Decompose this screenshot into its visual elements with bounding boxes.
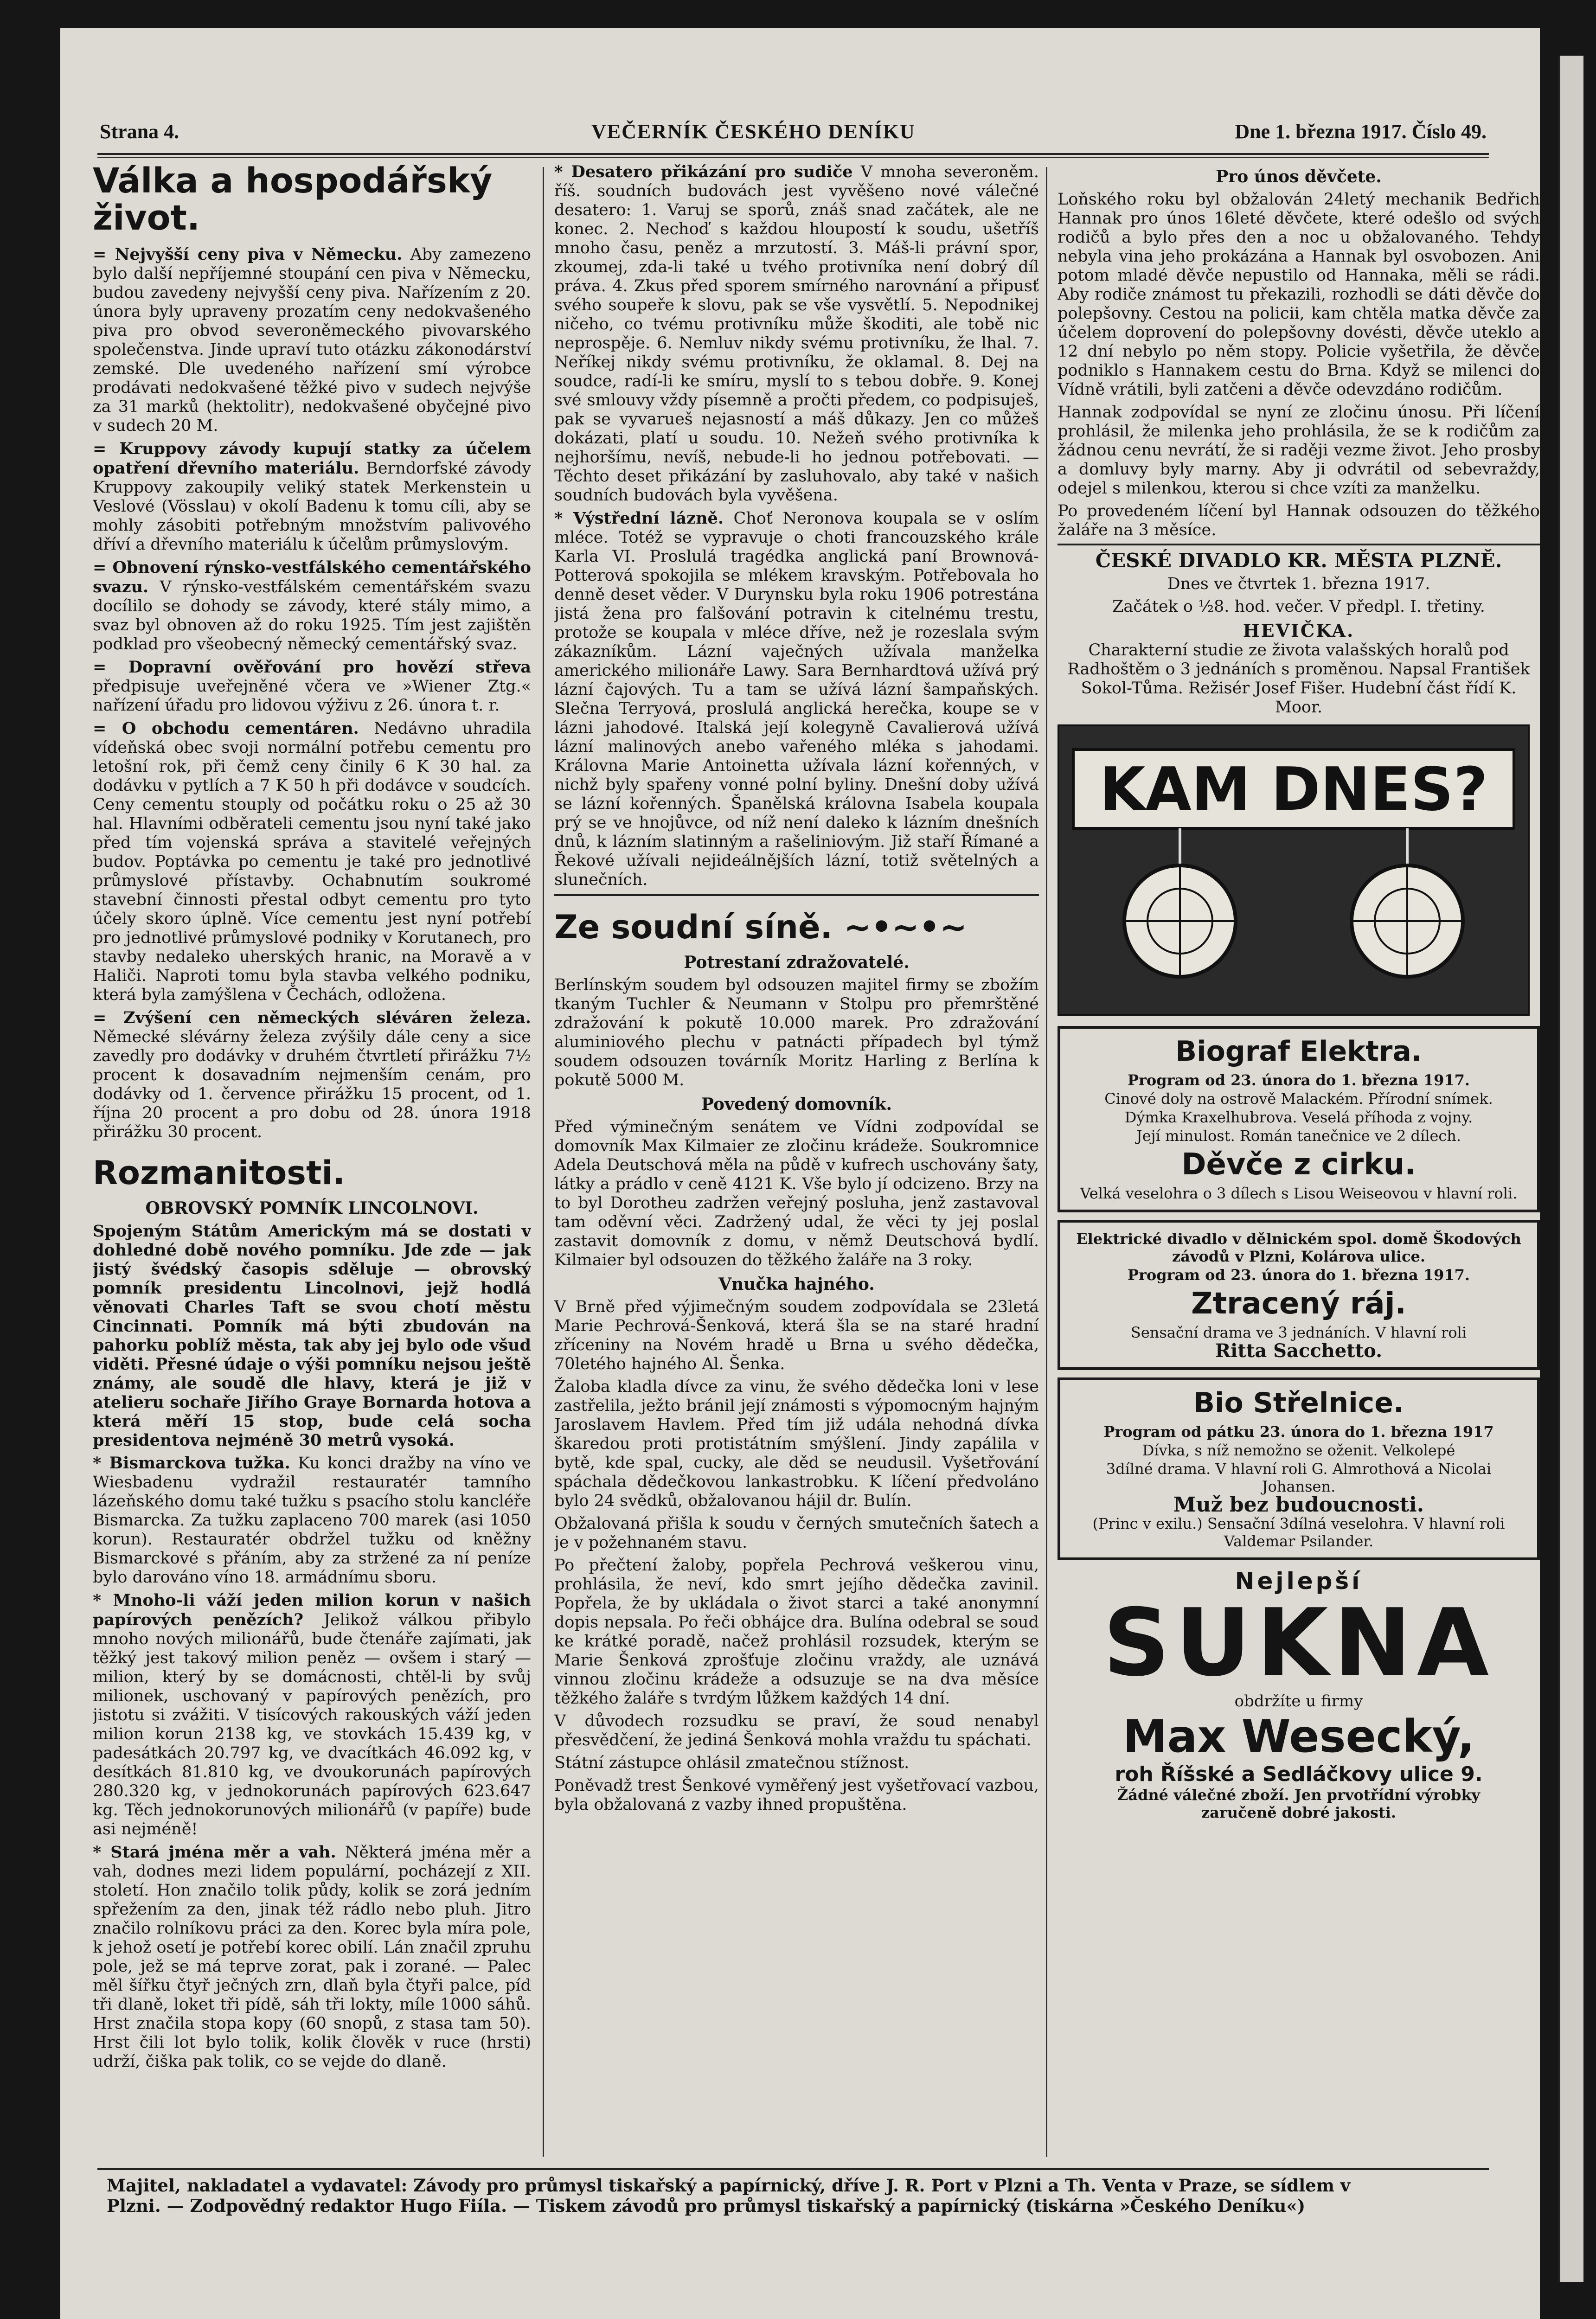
article-granddaughter-4: Po přečtení žaloby, popřela Pechrová veškerou vinu, prohlásila, že neví, kdo smrt jejího dědečka zavinil. Popřela, že by ukládala o život starci a také anonymní dopis nepsala. Po řeči obhájce dra. Bulína odebral se soud ke krátké poradě, načež prohlásil rozsudek, kterým se Marie Šenková zprošťuje zločinu vraždy, ale uznává vinnou zločinu krádeže a odsuzuje se na dva měsíce těžkého žaláře s tvrdým lůžkem každých 14 dní. <box>554 1556 1039 1708</box>
ornament-icon: ~•~•~ <box>844 908 967 946</box>
skodovka-name: Elektrické divadlo v dělnickém spol. domě Škodových závodů v Plzni, Kolárova ulice. <box>1076 1230 1521 1265</box>
skodovka-ad <box>1058 1220 1540 1370</box>
strelnice-ad <box>1058 1377 1540 1560</box>
column-rule-1 <box>543 167 544 2157</box>
theatre-play-title: HEVIČKA. <box>1243 620 1355 641</box>
date-and-issue: Dne 1. března 1917. Číslo 49. <box>1235 120 1487 143</box>
strelnice-film: Muž bez budoucnosti. <box>1173 1493 1424 1517</box>
ad-rule <box>1058 544 1540 545</box>
sukna-address: roh Říšské a Sedláčkovy ulice 9. <box>1115 1762 1483 1786</box>
article-ten-commandments: * Desatero přikázání pro sudiče V mnoha severoněm. říš. soudních budovách jest vyvěšeno nové válečné desatero: 1. Varuj se sporů, znáš snad začátek, ale ne konec. 2. Nechoď s každou hloupostí k soudu, ušetříš mnoho času, peněz a mrzutostí. 3. Máš-li právní spor, zkoumej, zda-li také u tvého protivníka není dobrý díl práva. 4. Zkus před sporem smírného narovnání a připusť svého soupeře k slovu, pak se vše vysvětlí. 5. Nepodnikej ničeho, co tvému protivníku může škoditi, ale tobě nic neprospěje. 6. Nemluv nikdy svému protivníku, že lhal. 7. Neříkej nikdy svému protivníku, že oklamal. 8. Dej na soudce, radí-li ke smíru, myslí to s tebou dobře. 9. Konej své smlouvy vždy písemně a pročti předem, co podpisuješ, pak se vyvarueš nejasností a máš důkazy. Jen co můžeš dokázati, platí u soudu. 10. Nežeň svého protivníka k nejhoršímu, nevíš, nebude-li ho jednou potřebovati. — Těchto deset přikázání by zasluhovalo, aby také v našich soudních budovách byla vyvěšena. <box>554 162 1039 505</box>
strelnice-program: Program od pátku 23. února do 1. března 1917 <box>1103 1423 1494 1441</box>
footer-rule <box>97 2168 1489 2170</box>
theatre-date: Dnes ve čtvrtek 1. března 1917. <box>1167 575 1430 593</box>
sukna-obdrzite: obdržíte u firmy <box>1234 1692 1363 1710</box>
sukna-tagline-2: zaručeně dobré jakosti. <box>1201 1804 1396 1821</box>
masthead-rule <box>97 153 1489 155</box>
masthead <box>100 110 1487 152</box>
article-foundries: = Zvýšení cen německých sléváren železa. Německé slévárny železa zvýšily dále ceny a sice zavedly pro dodávky v druhém čtvrtletí přirážku 7½ procent k dosavadním nejmenším cenám, pro dodávky od 1. července přirážku 15 procent, od 1. října 20 procent a pro dobu od 28. února 1918 přirážku 30 procent. <box>93 1008 531 1141</box>
elektra-film: Děvče z cirku. <box>1181 1147 1416 1182</box>
elektra-name: Biograf Elektra. <box>1175 1035 1422 1068</box>
article-abduction-1: Loňského roku byl obžalován 24letý mechanik Bedřich Hannak pro únos 16leté děvčete, které odešlo od svých rodičů a bylo přes den a noc u obžalovaného. Tehdy nebyla vina jeho prokázána a Hannak byl osvobozen. Ani potom mladé děvče nepustilo od Hannaka, měli se rádi. Aby rodiče známost tu překazili, rozhodli se dáti děvče do polepšovny. Cestou na policii, kam chtěla matka děvče za účelem doprovení do polepšovny dovésti, děvče uteklo a 12 dní nebylo po něm stopy. Policie vyšetřila, že děvče podniklo s Hannakem cestu do Brna. Když se milenci do Vídně vrátili, byli zatčeni a děvče odevzdáno rodičům. <box>1058 190 1540 399</box>
article-krupp: = Kruppovy závody kupují statky za účelem opatření dřevního materiálu. Berndorfské závody Kruppovy zakoupily veliký statek Merkenstein u Veslové (Vösslau) v okolí Badenu k tomu cíli, aby se mohly zásobiti potřebným množstvím palivového dříví a dřevního materiálu k účelům průmyslovým. <box>93 439 531 554</box>
article-granddaughter-6: Státní zástupce ohlásil zmatečnou stížnost. <box>554 1754 910 1772</box>
article-granddaughter-3: Obžalovaná přišla k soudu v černých smutečních šatech a je v požehnaném stavu. <box>554 1514 1039 1552</box>
article-granddaughter-1: V Brně před výjimečným soudem zodpovídala se 23letá Marie Pechrová-Šenková, která šla se na staré hradní zříceniny na Novém hradě u Brna u svého dědečka, 70letého hajného Al. Šenka. <box>554 1298 1039 1373</box>
skodovka-desc: Sensační drama ve 3 jednáních. V hlavní roli <box>1130 1324 1467 1341</box>
article-abduction-3: Po provedeném líčení byl Hannak odsouzen do těžkého žaláře na 3 měsíce. <box>1058 502 1540 539</box>
article-granddaughter-7: Poněvadž trest Šenkové vyměřený jest vyšetřovací vazbou, byla obžalovaná z vazby ihned propuštěna. <box>554 1776 1039 1814</box>
skodovka-program: Program od 23. února do 1. března 1917. <box>1127 1266 1470 1284</box>
strelnice-desc: (Princ v exilu.) Sensační 3dílná veselohra. V hlavní roli Valdemar Psilander. <box>1092 1515 1505 1550</box>
elektra-line-1: Cinové doly na ostrově Malackém. Přírodní snímek. <box>1104 1090 1493 1108</box>
article-baths: * Výstřední lázně. Choť Neronova koupala se v oslím mléce. Totéž se vypravuje o choti francouzského krále Karla VI. Proslulá tragédka anglická paní Brownová-Potterová spokojila se mlékem kravským. Potřebovala ho denně deset věder. V Durynsku byla roku 1906 potrestána jistá žena pro falšování potravin k citelnému trestu, protože se koupala v mléce dříve, než je rozeslala svým zákazníkům. Lázní vaječných užívala manželka amerického milionáře Lawy. Sara Bernhardtová užívá prý lázní čajových. Tu a tam se užívá lázní šampaňských. Slečna Terryová, proslulá anglická herečka, koupe se v lázni jahodové. Italská její kolegyně Cavalierová užívá lázní malinových anebo vařeného mléka s jahodami. Královna Marie Antoinetta užívala lázní kořenných, v nichž byly spařeny vonné polní byliny. Dnešní doby užívá se lázní kořenných. Španělská královna Isabela koupala prý se ve hnojůvce, od níž není daleko k lázním dnešních dnů, k lázním slatinným a rašeliniovým. Již staří Římané a Řekové užívali nejideálnějších lázní, totiž světelných a slunečních. <box>554 509 1039 889</box>
sukna-firm: Max Wesecký, <box>1123 1710 1474 1762</box>
article-caretaker: Před výminečným senátem ve Vídni zodpovídal se domovník Max Kilmaier ze zločinu krádeže. Soukromnice Adela Deutschová měla na půdě v kufrech uschovány šaty, látky a prádlo v ceně 4121 K. Vše bylo jí odcizeno. Brzy na to byl Dorotheu zadržen veřejný posluha, jenž zastavoval tam oděvní věci. Zadržený udal, že věci ty jej poslal zastavit domovník z domu, v němž Deutschová bydlí. Kilmaier byl odsouzen do těžkého žaláře na 3 roky. <box>554 1118 1039 1269</box>
masthead-rule-thin <box>97 157 1489 158</box>
article-cement-union: = Obnovení rýnsko-vestfálského cementářského svazu. V rýnsko-vestfálském cementářském svazu docílilo se dohody se závody, které stály mimo, a svaz byl obnoven až do roku 1925. Tím jest zajištěn podklad pro všeobecný německý cementářský svaz. <box>93 558 531 653</box>
subheading-caretaker: Povedený domovník. <box>701 1095 892 1114</box>
headline-war-economy: Válka a hospodářský život. <box>93 162 493 238</box>
sukna-word: SUKNA <box>1103 1589 1494 1697</box>
subheading-lincoln: OBROVSKÝ POMNÍK LINCOLNOVI. <box>145 1198 479 1218</box>
sukna-tagline-1: Žádné válečné zboží. Jen prvotřídní výrobky <box>1117 1786 1481 1804</box>
page-label: Strana 4. <box>100 120 179 143</box>
imprint-line-2: Plzni. — Zodpovědný redaktor Hugo Fiíla. — Tiskem závodů pro průmysl tiskařský a papírnický (tiskárna »Českého Deníku«) <box>107 2196 1306 2216</box>
imprint-footer <box>107 2175 1493 2216</box>
next-page-edge <box>1558 56 1583 2282</box>
subheading-granddaughter: Vnučka hajného. <box>718 1275 875 1294</box>
theatre-time: Začátek o ½8. hod. večer. V předpl. I. třetiny. <box>1112 597 1485 616</box>
strelnice-line-2: 3dílné drama. V hlavní roli G. Almrothová a Nicolai Johansen. <box>1106 1460 1492 1495</box>
article-intestines: = Dopravní ověřování pro hovězí střeva předpisuje uveřejněné včera ve »Wiener Ztg.« nařízení úřadu pro lidovou výživu z 26. února t. r. <box>93 658 531 715</box>
subheading-abduction: Pro únos děvčete. <box>1216 167 1382 186</box>
skodovka-star: Ritta Sacchetto. <box>1215 1340 1383 1362</box>
newspaper-page <box>60 28 1540 2319</box>
skodovka-film: Ztracený ráj. <box>1191 1287 1406 1321</box>
article-granddaughter-2: Žaloba kladla dívce za vinu, že svého dědečka loni v lese zastřelila, ježto bránil její známosti s výpomocným hajným Jaroslavem Havlem. Před tím již udála nehodná dívka škaredou proti protistátním smýšlení. Jindy zapálila v bytě, kde spal, cucky, ale děd se neudusil. Vyšetřování spáchala dědečkovou lankastrobku. K líčení předvoláno bylo 24 svědků, obžalovanou hájil dr. Bulín. <box>554 1377 1039 1510</box>
subheading-profiteers: Potrestaní zdražovatelé. <box>684 953 910 972</box>
article-profiteers: Berlínským soudem byl odsouzen majitel firmy se zbožím tkaným Tuchler & Neumann v Stolpu pro přemrštěné zdražování k pokutě 10.000 marek. Pro zdražování aluminiového plechu v patnácti případech byl týmž soudem odsouzen továrník Moritz Harling z Berlína k pokutě 5000 M. <box>554 976 1039 1089</box>
article-abduction-2: Hannak zodpovídal se nyní ze zločinu únosu. Při líčení prohlásil, že milenka jeho prohlásila, že se k rodičům za žádnou cenu nevrátí, že si raději vezme život. Jeho prosby a domluvy byly marny. Aby ji odvrátil od sebevraždy, odejel s milenkou, kterou si chce vzíti za manželku. <box>1058 403 1540 498</box>
kam-dnes-ad <box>1058 724 1530 1016</box>
article-lincoln: Spojeným Státům Americkým má se dostati v dohledné době nového pomníku. Jde zde — jak jistý švédský časopis sděluje — obrovský pomník presidentu Lincolnovi, jejž hodlá věnovati Charles Taft se svou chotí městu Cincinnati. Pomník má býti zbudován na pahorku poblíž města, tak aby jej bylo ode všud viděti. Přesné údaje o výši pomníku nejsou ještě známy, ale soudě dle hlavy, která je již v atelieru sochaře Jiřího Graye Bornarda hotova a která měří 15 stop, bude celá socha presidentova nejméně 30 metrů vysoká. <box>93 1222 531 1450</box>
article-bismarck: * Bismarckova tužka. Ku konci dražby na víno ve Wiesbadenu vydražil restauratér tamního lázeňského domu také tužku s psacího stolu kancléře Bismarcka. Za tužku zaplaceno 700 marek (asi 1050 korun). Restauratér obdržel tužku od kněžny Bismarckové s přáním, aby za stržené za ní peníze bylo darováno víno 18. armádnímu sboru. <box>93 1454 531 1587</box>
elektra-program: Program od 23. února do 1. března 1917. <box>1127 1071 1470 1089</box>
column-3 <box>1058 162 1540 2171</box>
sukna-nejlepsi: Nejlepší <box>1235 1568 1363 1595</box>
elektra-line-2: Dýmka Kraxelhubrova. Veselá příhoda z vojny. <box>1124 1108 1473 1126</box>
kam-dnes-text: KAM DNES? <box>1099 755 1488 824</box>
sukna-ad <box>1058 1568 1540 1821</box>
theatre-name: ČESKÉ DIVADLO KR. MĚSTA PLZNĚ. <box>1095 549 1502 572</box>
paper-title: VEČERNÍK ČESKÉHO DENÍKU <box>591 120 916 143</box>
column-rule-2 <box>1046 167 1047 2157</box>
article-million: * Mnoho-li váží jeden milion korun v našich papírových penězích? Jelikož válkou přibylo mnoho nových milionářů, bude čtenáře zajímati, jak těžký jest takový milion peněz — ovšem i starý — milion, který by se domácnosti, chtěl-li by svůj milionek, uschovaný v papírových penězích, pro jistotu si zvážiti. V tisícových rakouských váží jeden milion korun 2138 kg, ve stovkách 15.439 kg, v padesátkách 20.797 kg, ve dvacítkách 46.092 kg, v desítkách 81.810 kg, ve dvoukorunách papírových 280.320 kg, v jednokorunách papírových 623.647 kg. Těch jednokorunových milionářů (v papíře) bude asi nejméně! <box>93 1591 531 1839</box>
theatre-ad <box>1058 549 1540 717</box>
elektra-line-3: Její minulost. Román tanečnice ve 2 dílech. <box>1136 1127 1461 1145</box>
article-cement-trade: = O obchodu cementáren. Nedávno uhradila vídeňská obec svoji normální potřebu cementu pro letošní rok, při čemž ceny činily 6 K 30 hal. za dodávku v pytlích a 7 K 50 h při dodávce v soudcích. Ceny cementu stouply od počátku roku o 25 až 30 hal. Hlavními odběrateli cementu jsou nyní také jako před tím vojenská správa a stavitelé veřejných budov. Poptávka po cementu je také pro jednotlivé průmyslové přístavby. Ochabnutím soukromé stavební činnosti přestal odbyt cementu pro tyto účely skoro úplně. Více cementu jest nyní potřebí pro jednotlivé průmyslové podniky v Korutanech, pro stavby nedaleko uherských hranic, na Moravě a v Haliči. Naproti tomu byla stavba velkého podniku, která byla zamýšlena v Čechách, odložena. <box>93 719 531 1004</box>
section-heading-miscellany: Rozmanitosti. <box>93 1154 346 1192</box>
column-2 <box>554 162 1039 2171</box>
elektra-ad <box>1058 1026 1540 1212</box>
article-granddaughter-5: V důvodech rozsudku se praví, že soud nenabyl přesvědčení, že jediná Šenková mohla vraždu tu spáchati. <box>554 1712 1039 1749</box>
imprint-line-1: Majitel, nakladatel a vydavatel: Závody pro průmysl tiskařský a papírnický, dříve J. R. Port v Plzni a Th. Venta v Praze, se sídlem v <box>107 2175 1351 2196</box>
column-1 <box>93 162 531 2171</box>
strelnice-line-1: Dívka, s níž nemožno se oženit. Velkolepé <box>1142 1441 1455 1459</box>
strelnice-name: Bio Střelnice. <box>1193 1387 1404 1419</box>
theatre-description: Charakterní studie ze života valašských horalů pod Radhoštěm o 3 jednáních s proměnou. Napsal František Sokol-Tůma. Režisér Josef Fišer. Hudební část řídí K. Moor. <box>1067 641 1530 717</box>
section-rule <box>554 894 1039 896</box>
article-measures: * Stará jména měr a vah. Některá jména měr a vah, dodnes mezi lidem populární, pocházejí z XII. století. Hon značilo tolik půdy, kolik se zorá jedním spřežením za den, jinak též rádlo nebo pluh. Jitro značilo rolníkovu práci za den. Korec byla míra pole, k jehož osetí je potřebí korec obilí. Lán značil zpruhu pole, jež se má teprve zorat, pak i zorané. — Palec měl šířku čtyř ječných zrn, dlaň byla čtyři palce, píď tři dlaně, loket tři pídě, sáh tři lokty, míle 1000 sáhů. Hrst značila stopa kopy (60 snopů, z stasa tam 50). Hrst čili lot bylo tolik, kolik člověk v ruce (hrsti) udrží, čiška pak tolik, co se vejde do dlaně. <box>93 1843 531 2071</box>
elektra-desc: Velká veselohra o 3 dílech s Lisou Weiseovou v hlavní roli. <box>1080 1185 1518 1202</box>
section-heading-court: Ze soudní síně. ~•~•~ <box>554 908 967 946</box>
article-beer-prices: = Nejvyšší ceny piva v Německu. Aby zamezeno bylo další nepříjemné stoupání cen piva v Německu, budou zavedeny nejvyšší ceny piva. Nařízením z 20. února byly upraveny prozatím ceny nedokvašeného piva pro obvod severoněmeckého pivovarského společenstva. Jinde upraví tuto otázku zákonodárství zemské. Dle uvedeného nařízení smí výrobce prodávati nedokvašené těžké pivo v sudech nejvýše za 31 marků (hektolitr), nedokvašené obyčejné pivo v sudech 20 M. <box>93 245 531 435</box>
kam-dnes-illustration <box>1059 726 1528 1014</box>
